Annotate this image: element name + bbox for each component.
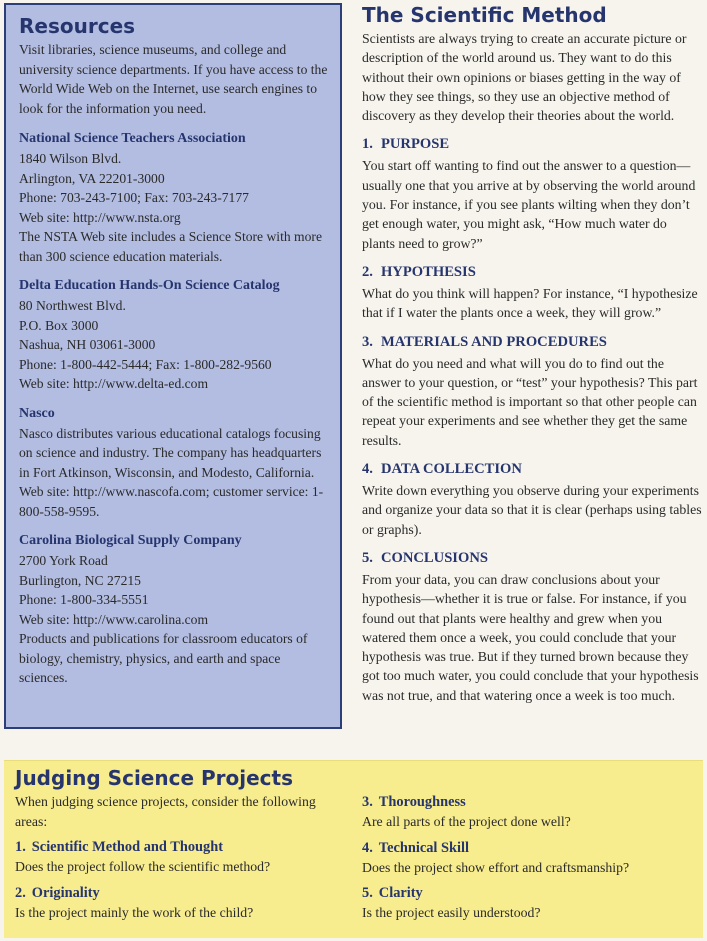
criterion-heading [15, 837, 335, 857]
criterion-heading [15, 883, 335, 903]
method-step [362, 134, 702, 252]
step-body: You start off wanting to find out the answer to a question—usually one that you arrive at by observing the world around you. For instance, if you see plants wilting when they don’t get enough water, you might ask, “How much water do plants need to grow?” [362, 158, 696, 251]
criterion-heading [362, 792, 692, 812]
org-line: The NSTA Web site includes a Science Store with more than 300 science education materials. [19, 229, 322, 264]
criterion-title: Originality [31, 884, 100, 901]
org-line: Nashua, NH 03061-3000 [19, 337, 156, 352]
judging-criterion [362, 838, 692, 878]
org-entry [19, 531, 328, 688]
step-number: 4. [362, 461, 373, 478]
criterion-number: 5. [362, 885, 373, 901]
criterion-question: Are all parts of the project done well? [362, 814, 571, 829]
judging-title: Judging Science Projects [15, 766, 293, 790]
judging-criterion [362, 792, 692, 832]
step-body: From your data, you can draw conclusions about your hypothesis—whether it is true or false. For instance, if you found out that plants were healthy and grew when you watered them once a week, you could conclude that your hypothesis was true. But if they turned brown because they got too much water, you could conclude that your hypothesis was not true, and that watering once a week is too much. [362, 571, 699, 703]
step-body: What do you think will happen? For instance, “I hypothesize that if I water the plants once a week, they will grow.” [362, 285, 698, 321]
judging-criterion [15, 837, 335, 877]
criterion-question: Is the project easily understood? [362, 905, 541, 920]
org-line: Phone: 1-800-442-5444; Fax: 1-800-282-9560 [19, 356, 272, 372]
method-intro: Scientists are always trying to create an accurate picture or description of the world around us. They want to do this without their own opinions or biases getting in the way of how they see things, so they use an objective method of discovery as they develop their theories about the world. [362, 31, 687, 124]
judging-criterion [15, 883, 335, 923]
org-website: Web site: http://www.nsta.org [19, 209, 181, 225]
criterion-heading [362, 883, 692, 903]
step-number: 1. [362, 136, 373, 153]
criterion-title: Clarity [378, 885, 423, 901]
criterion-title: Scientific Method and Thought [31, 839, 224, 855]
criterion-title: Thoroughness [378, 794, 466, 810]
step-heading [362, 134, 702, 154]
criterion-heading [362, 838, 692, 858]
org-line: Nasco distributes various educational catalogs focusing on science and industry. The company has headquarters in Fort Atkinson, Wisconsin, and Modesto, California. Web site: http://www.nascofa.com; customer service: 1-800-558-9595. [19, 425, 324, 519]
resources-intro: Visit libraries, science museums, and college and university science departments. If you have access to the World Wide Web on the Internet, use search engines to look for the information you need. [19, 42, 328, 116]
org-entry [19, 129, 328, 266]
org-line: Burlington, NC 27215 [19, 572, 141, 588]
step-title: HYPOTHESIS [380, 263, 476, 280]
step-body: Write down everything you observe during your experiments and organize your data so that it is clear (perhaps using tables or graphs). [362, 483, 702, 537]
step-number: 5. [362, 549, 373, 566]
step-title: PURPOSE [380, 136, 450, 153]
method-step [362, 459, 702, 539]
criterion-number: 4. [362, 839, 373, 856]
step-title: DATA COLLECTION [380, 461, 522, 478]
scientific-method-section [362, 3, 702, 705]
org-name: Delta Education Hands-On Science Catalog [19, 278, 280, 293]
org-line: Phone: 1-800-334-5551 [19, 592, 149, 607]
org-line: Products and publications for classroom educators of biology, chemistry, physics, and earth and space sciences. [19, 631, 308, 685]
method-title: The Scientific Method [362, 3, 607, 27]
step-title: MATERIALS AND PROCEDURES [380, 333, 607, 350]
judging-intro: When judging science projects, consider the following areas: [15, 794, 316, 829]
method-step [362, 262, 702, 323]
org-line: Arlington, VA 22201-3000 [19, 170, 165, 186]
resources-title: Resources [19, 14, 136, 38]
judging-right-column [362, 792, 692, 923]
step-number: 3. [362, 333, 373, 350]
criterion-number: 3. [362, 794, 373, 810]
org-name: Nasco [19, 405, 55, 421]
org-website: Web site: http://www.carolina.com [19, 611, 209, 627]
criterion-question: Does the project show effort and craftsmanship? [362, 859, 630, 875]
judging-left-column [15, 792, 335, 922]
org-entry [19, 404, 328, 522]
org-line: P.O. Box 3000 [19, 317, 99, 333]
step-body: What do you need and what will you do to find out the answer to your question, or “test” your hypothesis? This part of the scientific method is important so that other people can repeat your experiments and see whether they get the same results. [362, 355, 698, 448]
step-heading [362, 332, 702, 352]
org-website: Web site: http://www.delta-ed.com [19, 376, 209, 391]
org-line: Phone: 703-243-7100; Fax: 703-243-7177 [19, 190, 249, 205]
method-step [362, 332, 702, 450]
step-heading [362, 548, 702, 568]
method-step [362, 548, 702, 705]
org-line: 2700 York Road [19, 553, 108, 568]
judging-criterion [362, 883, 692, 923]
criterion-number: 2. [15, 884, 26, 901]
criterion-question: Is the project mainly the work of the child? [15, 904, 254, 920]
judging-box [4, 760, 703, 938]
step-number: 2. [362, 263, 373, 280]
org-line: 80 Northwest Blvd. [19, 298, 126, 313]
resources-box [4, 3, 342, 729]
criterion-question: Does the project follow the scientific method? [15, 859, 271, 874]
org-line: 1840 Wilson Blvd. [19, 151, 122, 166]
step-heading [362, 459, 702, 479]
org-name: Carolina Biological Supply Company [19, 533, 242, 548]
org-name: National Science Teachers Association [19, 131, 246, 146]
org-entry [19, 276, 328, 394]
criterion-number: 1. [15, 839, 26, 855]
step-title: CONCLUSIONS [380, 549, 488, 566]
step-heading [362, 262, 702, 282]
criterion-title: Technical Skill [378, 839, 470, 856]
